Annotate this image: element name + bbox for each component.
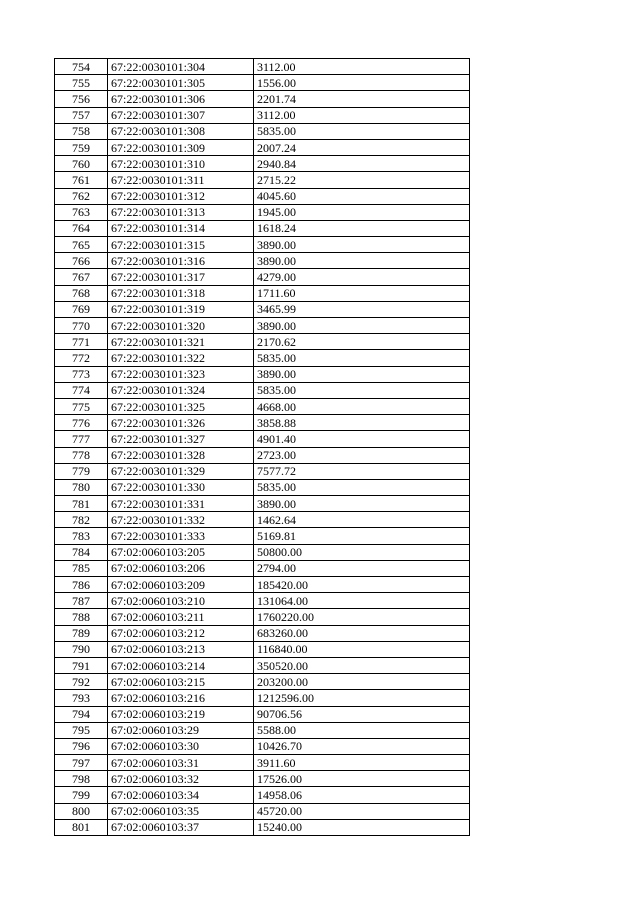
table-row <box>55 269 470 285</box>
cadastral-number-cell: 67:22:0030101:327 <box>108 431 254 447</box>
value-cell: 3890.00 <box>254 253 470 269</box>
cadastral-number-cell: 67:22:0030101:321 <box>108 334 254 350</box>
table-row <box>55 123 470 139</box>
table-row <box>55 253 470 269</box>
row-number-cell: 754 <box>55 59 108 75</box>
value-cell: 185420.00 <box>254 577 470 593</box>
table-row <box>55 350 470 366</box>
value-cell: 1556.00 <box>254 75 470 91</box>
row-number-cell: 788 <box>55 609 108 625</box>
value-cell: 3890.00 <box>254 318 470 334</box>
value-cell: 2794.00 <box>254 560 470 576</box>
table-row <box>55 512 470 528</box>
cadastral-number-cell: 67:22:0030101:309 <box>108 139 254 155</box>
row-number-cell: 755 <box>55 75 108 91</box>
cadastral-number-cell: 67:02:0060103:215 <box>108 674 254 690</box>
table-row <box>55 496 470 512</box>
value-cell: 3112.00 <box>254 107 470 123</box>
row-number-cell: 775 <box>55 398 108 414</box>
cadastral-number-cell: 67:02:0060103:205 <box>108 544 254 560</box>
row-number-cell: 800 <box>55 803 108 819</box>
table-row <box>55 706 470 722</box>
row-number-cell: 779 <box>55 463 108 479</box>
value-cell: 1945.00 <box>254 204 470 220</box>
value-cell: 50800.00 <box>254 544 470 560</box>
row-number-cell: 789 <box>55 625 108 641</box>
table-row <box>55 803 470 819</box>
value-cell: 5169.81 <box>254 528 470 544</box>
cadastral-number-cell: 67:02:0060103:30 <box>108 738 254 754</box>
row-number-cell: 773 <box>55 366 108 382</box>
document-page <box>54 58 470 836</box>
cadastral-number-cell: 67:22:0030101:307 <box>108 107 254 123</box>
cadastral-number-cell: 67:22:0030101:325 <box>108 398 254 414</box>
value-cell: 17526.00 <box>254 771 470 787</box>
table-row <box>55 431 470 447</box>
table-row <box>55 415 470 431</box>
row-number-cell: 783 <box>55 528 108 544</box>
value-cell: 5588.00 <box>254 722 470 738</box>
value-cell: 1212596.00 <box>254 690 470 706</box>
table-row <box>55 625 470 641</box>
table-row <box>55 59 470 75</box>
table-row <box>55 593 470 609</box>
cadastral-number-cell: 67:02:0060103:37 <box>108 819 254 835</box>
value-cell: 203200.00 <box>254 674 470 690</box>
table-row <box>55 657 470 673</box>
row-number-cell: 798 <box>55 771 108 787</box>
table-row <box>55 463 470 479</box>
cadastral-number-cell: 67:22:0030101:308 <box>108 123 254 139</box>
cadastral-number-cell: 67:02:0060103:210 <box>108 593 254 609</box>
table-row <box>55 301 470 317</box>
table-row <box>55 787 470 803</box>
value-cell: 4668.00 <box>254 398 470 414</box>
row-number-cell: 774 <box>55 382 108 398</box>
table-row <box>55 690 470 706</box>
row-number-cell: 794 <box>55 706 108 722</box>
row-number-cell: 771 <box>55 334 108 350</box>
row-number-cell: 772 <box>55 350 108 366</box>
cadastral-number-cell: 67:02:0060103:206 <box>108 560 254 576</box>
table-row <box>55 172 470 188</box>
cadastral-number-cell: 67:02:0060103:35 <box>108 803 254 819</box>
value-cell: 3911.60 <box>254 755 470 771</box>
row-number-cell: 761 <box>55 172 108 188</box>
value-cell: 4045.60 <box>254 188 470 204</box>
value-cell: 3858.88 <box>254 415 470 431</box>
value-cell: 3465.99 <box>254 301 470 317</box>
value-cell: 1711.60 <box>254 285 470 301</box>
cadastral-number-cell: 67:02:0060103:214 <box>108 657 254 673</box>
row-number-cell: 756 <box>55 91 108 107</box>
table-row <box>55 382 470 398</box>
value-cell: 2723.00 <box>254 447 470 463</box>
cadastral-table <box>54 58 470 836</box>
cadastral-number-cell: 67:22:0030101:331 <box>108 496 254 512</box>
row-number-cell: 801 <box>55 819 108 835</box>
row-number-cell: 765 <box>55 237 108 253</box>
table-row <box>55 204 470 220</box>
cadastral-number-cell: 67:22:0030101:324 <box>108 382 254 398</box>
row-number-cell: 780 <box>55 479 108 495</box>
table-row <box>55 285 470 301</box>
table-row <box>55 479 470 495</box>
value-cell: 5835.00 <box>254 479 470 495</box>
table-row <box>55 107 470 123</box>
value-cell: 5835.00 <box>254 350 470 366</box>
cadastral-number-cell: 67:22:0030101:319 <box>108 301 254 317</box>
cadastral-number-cell: 67:02:0060103:219 <box>108 706 254 722</box>
row-number-cell: 776 <box>55 415 108 431</box>
value-cell: 3890.00 <box>254 366 470 382</box>
table-row <box>55 220 470 236</box>
cadastral-number-cell: 67:22:0030101:312 <box>108 188 254 204</box>
cadastral-number-cell: 67:22:0030101:317 <box>108 269 254 285</box>
value-cell: 5835.00 <box>254 123 470 139</box>
value-cell: 116840.00 <box>254 641 470 657</box>
table-row <box>55 91 470 107</box>
table-row <box>55 188 470 204</box>
row-number-cell: 790 <box>55 641 108 657</box>
table-row <box>55 819 470 835</box>
value-cell: 1618.24 <box>254 220 470 236</box>
value-cell: 2007.24 <box>254 139 470 155</box>
table-row <box>55 577 470 593</box>
table-row <box>55 674 470 690</box>
cadastral-number-cell: 67:22:0030101:318 <box>108 285 254 301</box>
value-cell: 90706.56 <box>254 706 470 722</box>
cadastral-number-cell: 67:22:0030101:305 <box>108 75 254 91</box>
value-cell: 131064.00 <box>254 593 470 609</box>
cadastral-number-cell: 67:22:0030101:304 <box>108 59 254 75</box>
value-cell: 14958.06 <box>254 787 470 803</box>
cadastral-number-cell: 67:22:0030101:313 <box>108 204 254 220</box>
table-row <box>55 528 470 544</box>
table-body <box>55 59 470 836</box>
cadastral-number-cell: 67:22:0030101:310 <box>108 156 254 172</box>
table-row <box>55 139 470 155</box>
row-number-cell: 792 <box>55 674 108 690</box>
row-number-cell: 766 <box>55 253 108 269</box>
cadastral-number-cell: 67:22:0030101:323 <box>108 366 254 382</box>
cadastral-number-cell: 67:22:0030101:320 <box>108 318 254 334</box>
table-row <box>55 334 470 350</box>
cadastral-number-cell: 67:22:0030101:311 <box>108 172 254 188</box>
value-cell: 4279.00 <box>254 269 470 285</box>
row-number-cell: 777 <box>55 431 108 447</box>
cadastral-number-cell: 67:22:0030101:322 <box>108 350 254 366</box>
value-cell: 2201.74 <box>254 91 470 107</box>
cadastral-number-cell: 67:22:0030101:328 <box>108 447 254 463</box>
row-number-cell: 784 <box>55 544 108 560</box>
value-cell: 2170.62 <box>254 334 470 350</box>
row-number-cell: 782 <box>55 512 108 528</box>
value-cell: 1760220.00 <box>254 609 470 625</box>
row-number-cell: 778 <box>55 447 108 463</box>
table-row <box>55 722 470 738</box>
value-cell: 683260.00 <box>254 625 470 641</box>
value-cell: 1462.64 <box>254 512 470 528</box>
cadastral-number-cell: 67:22:0030101:332 <box>108 512 254 528</box>
cadastral-number-cell: 67:22:0030101:316 <box>108 253 254 269</box>
value-cell: 3890.00 <box>254 496 470 512</box>
value-cell: 3890.00 <box>254 237 470 253</box>
value-cell: 5835.00 <box>254 382 470 398</box>
value-cell: 350520.00 <box>254 657 470 673</box>
row-number-cell: 758 <box>55 123 108 139</box>
value-cell: 2940.84 <box>254 156 470 172</box>
row-number-cell: 757 <box>55 107 108 123</box>
cadastral-number-cell: 67:22:0030101:306 <box>108 91 254 107</box>
cadastral-number-cell: 67:22:0030101:333 <box>108 528 254 544</box>
value-cell: 4901.40 <box>254 431 470 447</box>
value-cell: 10426.70 <box>254 738 470 754</box>
row-number-cell: 762 <box>55 188 108 204</box>
cadastral-number-cell: 67:02:0060103:29 <box>108 722 254 738</box>
row-number-cell: 796 <box>55 738 108 754</box>
cadastral-number-cell: 67:02:0060103:31 <box>108 755 254 771</box>
row-number-cell: 795 <box>55 722 108 738</box>
table-row <box>55 75 470 91</box>
value-cell: 7577.72 <box>254 463 470 479</box>
row-number-cell: 791 <box>55 657 108 673</box>
row-number-cell: 759 <box>55 139 108 155</box>
row-number-cell: 764 <box>55 220 108 236</box>
row-number-cell: 797 <box>55 755 108 771</box>
cadastral-number-cell: 67:22:0030101:329 <box>108 463 254 479</box>
value-cell: 3112.00 <box>254 59 470 75</box>
table-row <box>55 641 470 657</box>
row-number-cell: 767 <box>55 269 108 285</box>
table-row <box>55 544 470 560</box>
row-number-cell: 786 <box>55 577 108 593</box>
table-row <box>55 447 470 463</box>
table-row <box>55 237 470 253</box>
cadastral-number-cell: 67:02:0060103:209 <box>108 577 254 593</box>
table-row <box>55 156 470 172</box>
cadastral-number-cell: 67:22:0030101:315 <box>108 237 254 253</box>
row-number-cell: 768 <box>55 285 108 301</box>
row-number-cell: 787 <box>55 593 108 609</box>
table-row <box>55 771 470 787</box>
value-cell: 45720.00 <box>254 803 470 819</box>
row-number-cell: 781 <box>55 496 108 512</box>
row-number-cell: 799 <box>55 787 108 803</box>
value-cell: 15240.00 <box>254 819 470 835</box>
row-number-cell: 793 <box>55 690 108 706</box>
table-row <box>55 366 470 382</box>
table-row <box>55 398 470 414</box>
cadastral-number-cell: 67:22:0030101:314 <box>108 220 254 236</box>
cadastral-number-cell: 67:02:0060103:216 <box>108 690 254 706</box>
cadastral-number-cell: 67:02:0060103:34 <box>108 787 254 803</box>
cadastral-number-cell: 67:02:0060103:212 <box>108 625 254 641</box>
row-number-cell: 763 <box>55 204 108 220</box>
row-number-cell: 785 <box>55 560 108 576</box>
table-row <box>55 755 470 771</box>
row-number-cell: 770 <box>55 318 108 334</box>
value-cell: 2715.22 <box>254 172 470 188</box>
row-number-cell: 760 <box>55 156 108 172</box>
cadastral-number-cell: 67:22:0030101:330 <box>108 479 254 495</box>
row-number-cell: 769 <box>55 301 108 317</box>
cadastral-number-cell: 67:02:0060103:211 <box>108 609 254 625</box>
table-row <box>55 738 470 754</box>
table-row <box>55 609 470 625</box>
table-row <box>55 560 470 576</box>
cadastral-number-cell: 67:22:0030101:326 <box>108 415 254 431</box>
cadastral-number-cell: 67:02:0060103:213 <box>108 641 254 657</box>
table-row <box>55 318 470 334</box>
cadastral-number-cell: 67:02:0060103:32 <box>108 771 254 787</box>
